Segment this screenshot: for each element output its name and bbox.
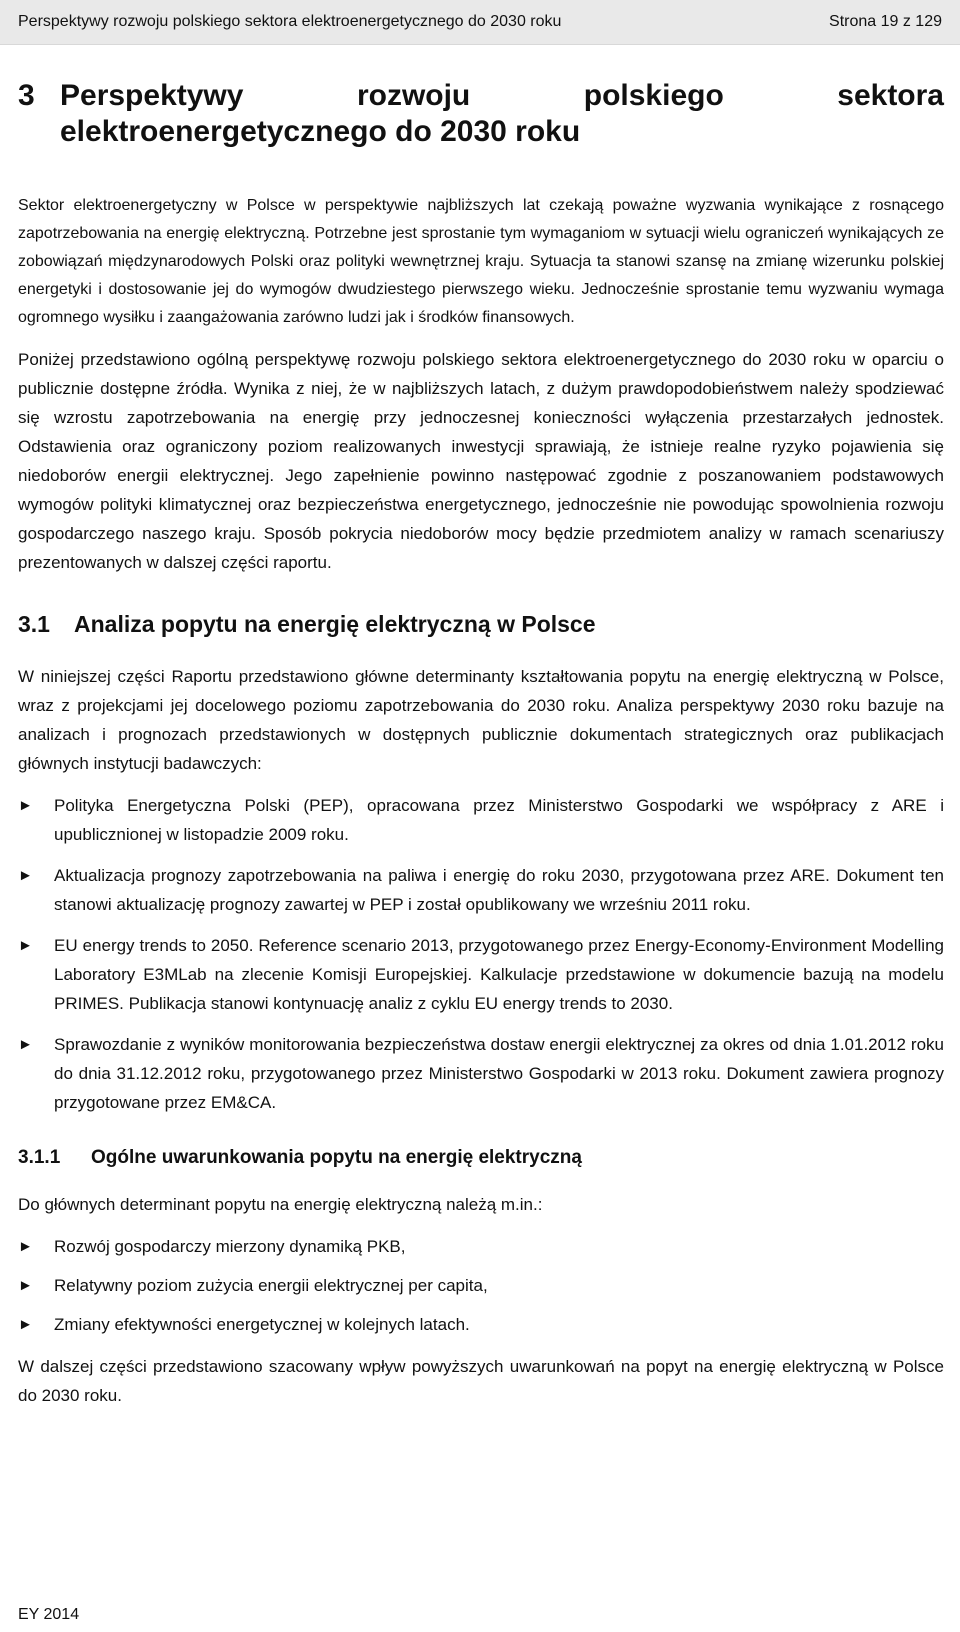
list-item <box>18 1310 944 1339</box>
chapter-title-word: polskiego <box>583 79 724 112</box>
list-item <box>18 1271 944 1300</box>
chapter-number: 3 <box>18 79 35 112</box>
section-number: 3.1 <box>18 611 50 637</box>
list-item-text: Polityka Energetyczna Polski (PEP), opracowana przez Ministerstwo Gospodarki we współpracy z ARE i upublicznionej w listopadzie 2009 roku. <box>54 796 944 844</box>
document-content <box>18 78 944 1423</box>
chapter-heading <box>18 78 944 150</box>
list-item <box>18 931 944 1018</box>
section-heading <box>18 609 944 639</box>
chapter-title-word: Perspektywy <box>60 79 244 112</box>
bullet-icon: ► <box>18 937 33 954</box>
list-item <box>18 791 944 849</box>
page-header <box>0 0 960 45</box>
bullet-icon: ► <box>18 1238 33 1255</box>
source-list <box>18 791 944 1117</box>
bullet-icon: ► <box>18 1277 33 1294</box>
subsection-lead: Do głównych determinant popytu na energię elektryczną należą m.in.: <box>18 1195 543 1214</box>
list-item-text: Sprawozdanie z wyników monitorowania bezpieczeństwa dostaw energii elektrycznej za okres od dnia 1.01.2012 roku do dnia 31.12.2012 roku, przygotowanego przez Ministerstwo Gospodarki w 2013 roku. Dokument zawiera prognozy przygotowane przez EM&CA. <box>54 1035 944 1112</box>
subsection-title: Ogólne uwarunkowania popytu na energię elektryczną <box>91 1147 582 1168</box>
chapter-title-word: sektora <box>837 79 944 112</box>
document-title: Perspektywy rozwoju polskiego sektora elektroenergetycznego do 2030 roku <box>18 13 562 30</box>
subsection-heading <box>18 1145 944 1170</box>
list-item <box>18 1030 944 1117</box>
list-item <box>18 861 944 919</box>
chapter-title-word: rozwoju <box>356 79 471 112</box>
subsection-number: 3.1.1 <box>18 1147 61 1168</box>
bullet-icon: ► <box>18 1036 33 1053</box>
intro-paragraph: Sektor elektroenergetyczny w Polsce w perspektywie najbliższych lat czekają poważne wyzwania wynikające z rosnącego zapotrzebowania na energię elektryczną. Potrzebne jest sprostanie tym wymaganiom w sytuacji wielu ograniczeń wynikających ze zobowiązań międzynarodowych Polski oraz polityki wewnętrznej kraju. Sytuacja ta stanowi szansę na zmianę wizerunku polskiej energetyki i dostosowanie jej do wymogów dwudziestego pierwszego wieku. Jednocześnie sprostanie temu wyzwaniu wymaga ogromnego wysiłku i zaangażowania zarówno ludzi jak i środków finansowych. <box>18 197 944 326</box>
page-footer: EY 2014 <box>18 1606 80 1623</box>
list-item-text: Relatywny poziom zużycia energii elektrycznej per capita, <box>54 1276 488 1295</box>
section-title: Analiza popytu na energię elektryczną w Polsce <box>74 611 596 637</box>
list-item-text: Rozwój gospodarczy mierzony dynamiką PKB, <box>54 1237 406 1256</box>
chapter-title-first-line <box>60 78 944 114</box>
determinant-list <box>18 1232 944 1339</box>
section-paragraph: W niniejszej części Raportu przedstawiono główne determinanty kształtowania popytu na energię elektryczną w Polsce, wraz z projekcjami jej docelowego poziomu zapotrzebowania do 2030 roku. Analiza perspektywy 2030 roku bazuje na analizach i prognozach przedstawionych w dostępnych publicznie dokumentach strategicznych oraz publikacjach głównych instytucji badawczych: <box>18 667 944 773</box>
chapter-title <box>60 78 944 150</box>
bullet-icon: ► <box>18 1316 33 1333</box>
chapter-title-second-line: elektroenergetycznego do 2030 roku <box>60 115 581 148</box>
list-item-text: Aktualizacja prognozy zapotrzebowania na paliwa i energię do roku 2030, przygotowana przez ARE. Dokument ten stanowi aktualizację prognozy zawartej w PEP i został opublikowany we wrześniu 2011 roku. <box>54 866 944 914</box>
bullet-icon: ► <box>18 797 33 814</box>
bullet-icon: ► <box>18 867 33 884</box>
list-item <box>18 1232 944 1261</box>
list-item-text: Zmiany efektywności energetycznej w kolejnych latach. <box>54 1315 470 1334</box>
list-item-text: EU energy trends to 2050. Reference scenario 2013, przygotowanego przez Energy-Economy-Environment Modelling Laboratory E3MLab na zlecenie Komisji Europejskiej. Kalkulacje przedstawione w dokumencie bazują na modelu PRIMES. Publikacja stanowi kontynuację analiz z cyklu EU energy trends to 2030. <box>54 936 944 1013</box>
closing-paragraph: W dalszej części przedstawiono szacowany wpływ powyższych uwarunkowań na popyt na energię elektryczną w Polsce do 2030 roku. <box>18 1357 944 1405</box>
overview-paragraph: Poniżej przedstawiono ogólną perspektywę rozwoju polskiego sektora elektroenergetycznego do 2030 roku w oparciu o publicznie dostępne źródła. Wynika z niej, że w najbliższych latach, z dużym prawdopodobieństwem należy spodziewać się wzrostu zapotrzebowania na energię przy jednoczesnej konieczności wyłączenia przestarzałych jednostek. Odstawienia oraz ograniczony poziom realizowanych inwestycji sprawiają, że istnieje realne ryzyko pojawienia się niedoborów energii elektrycznej. Jego zapełnienie powinno następować zgodnie z poszanowaniem podstawowych wymogów polityki klimatycznej oraz bezpieczeństwa energetycznego, jednocześnie nie powodując spowolnienia rozwoju gospodarczego naszego kraju. Sposób pokrycia niedoborów mocy będzie przedmiotem analizy w ramach scenariuszy prezentowanych w dalszej części raportu. <box>18 350 944 572</box>
page-number: Strona 19 z 129 <box>829 13 942 30</box>
